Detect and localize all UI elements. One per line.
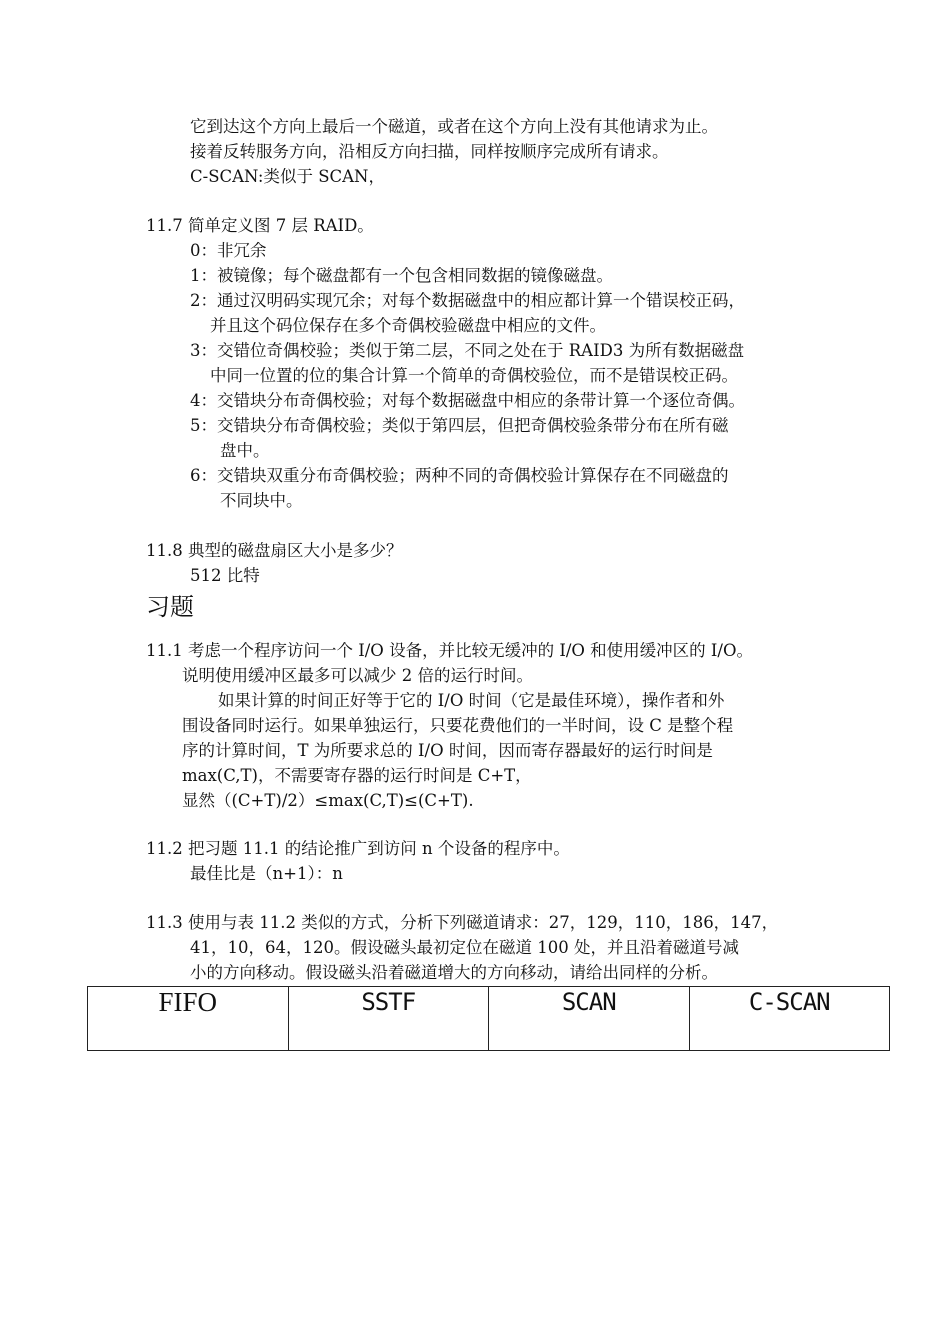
exercise-11-2: 11.2 把习题 11.1 的结论推广到访问 n 个设备的程序中。 — [146, 839, 570, 858]
question-11-7: 11.7 简单定义图 7 层 RAID。 — [146, 216, 374, 235]
header-c-scan: C-SCAN — [689, 987, 890, 1051]
header-sstf: SSTF — [288, 987, 489, 1051]
raid-level-4: 4：交错块分布奇偶校验；对每个数据磁盘中相应的条带计算一个逐位奇偶。 — [190, 391, 745, 410]
text-line: 围设备同时运行。如果单独运行，只要花费他们的一半时间，设 C 是整个程 — [182, 716, 734, 735]
table-header-row — [88, 987, 890, 1051]
section-heading: 习题 — [146, 593, 194, 621]
text-line: 如果计算的时间正好等于它的 I/O 时间（它是最佳环境），操作者和外 — [218, 691, 725, 710]
answer-11-8: 512 比特 — [190, 566, 260, 585]
text-line: 说明使用缓冲区最多可以减少 2 倍的运行时间。 — [182, 666, 533, 685]
disk-scheduling-table — [87, 986, 890, 1051]
text-line: 小的方向移动。假设磁头沿着磁道增大的方向移动，请给出同样的分析。 — [190, 963, 718, 982]
raid-level-1: 1：被镜像；每个磁盘都有一个包含相同数据的镜像磁盘。 — [190, 266, 613, 285]
answer-11-2: 最佳比是（n+1）：n — [190, 864, 343, 883]
text-line: 不同块中。 — [220, 491, 303, 510]
exercise-11-1: 11.1 考虑一个程序访问一个 I/O 设备，并比较无缓冲的 I/O 和使用缓冲区的 I/O。 — [146, 641, 754, 660]
exercise-11-3: 11.3 使用与表 11.2 类似的方式，分析下列磁道请求：27，129，110，186，147， — [146, 913, 779, 932]
text-line: 接着反转服务方向，沿相反方向扫描，同样按顺序完成所有请求。 — [190, 142, 669, 161]
text-line: 并且这个码位保存在多个奇偶校验磁盘中相应的文件。 — [210, 316, 606, 335]
raid-level-2: 2：通过汉明码实现冗余；对每个数据磁盘中的相应都计算一个错误校正码， — [190, 291, 745, 310]
raid-level-6: 6：交错块双重分布奇偶校验；两种不同的奇偶校验计算保存在不同磁盘的 — [190, 466, 729, 485]
header-scan: SCAN — [489, 987, 690, 1051]
raid-level-5: 5：交错块分布奇偶校验；类似于第四层，但把奇偶校验条带分布在所有磁 — [190, 416, 729, 435]
text-line: 41，10，64，120。假设磁头最初定位在磁道 100 处，并且沿着磁道号减 — [190, 938, 739, 957]
text-line: max(C,T)，不需要寄存器的运行时间是 C+T， — [182, 766, 532, 785]
text-line: 序的计算时间，T 为所要求总的 I/O 时间，因而寄存器最好的运行时间是 — [182, 741, 713, 760]
raid-level-3: 3：交错位奇偶校验；类似于第二层，不同之处在于 RAID3 为所有数据磁盘 — [190, 341, 745, 360]
text-line: 中同一位置的位的集合计算一个简单的奇偶校验位，而不是错误校正码。 — [210, 366, 738, 385]
text-line: 盘中。 — [220, 441, 270, 460]
text-line: C-SCAN:类似于 SCAN， — [190, 167, 385, 186]
text-line: 显然（(C+T)/2）≤max(C,T)≤(C+T). — [182, 791, 474, 810]
text-line: 它到达这个方向上最后一个磁道，或者在这个方向上没有其他请求为止。 — [190, 117, 718, 136]
header-fifo: FIFO — [88, 987, 289, 1051]
raid-level-0: 0：非冗余 — [190, 241, 267, 260]
question-11-8: 11.8 典型的磁盘扇区大小是多少？ — [146, 541, 403, 560]
